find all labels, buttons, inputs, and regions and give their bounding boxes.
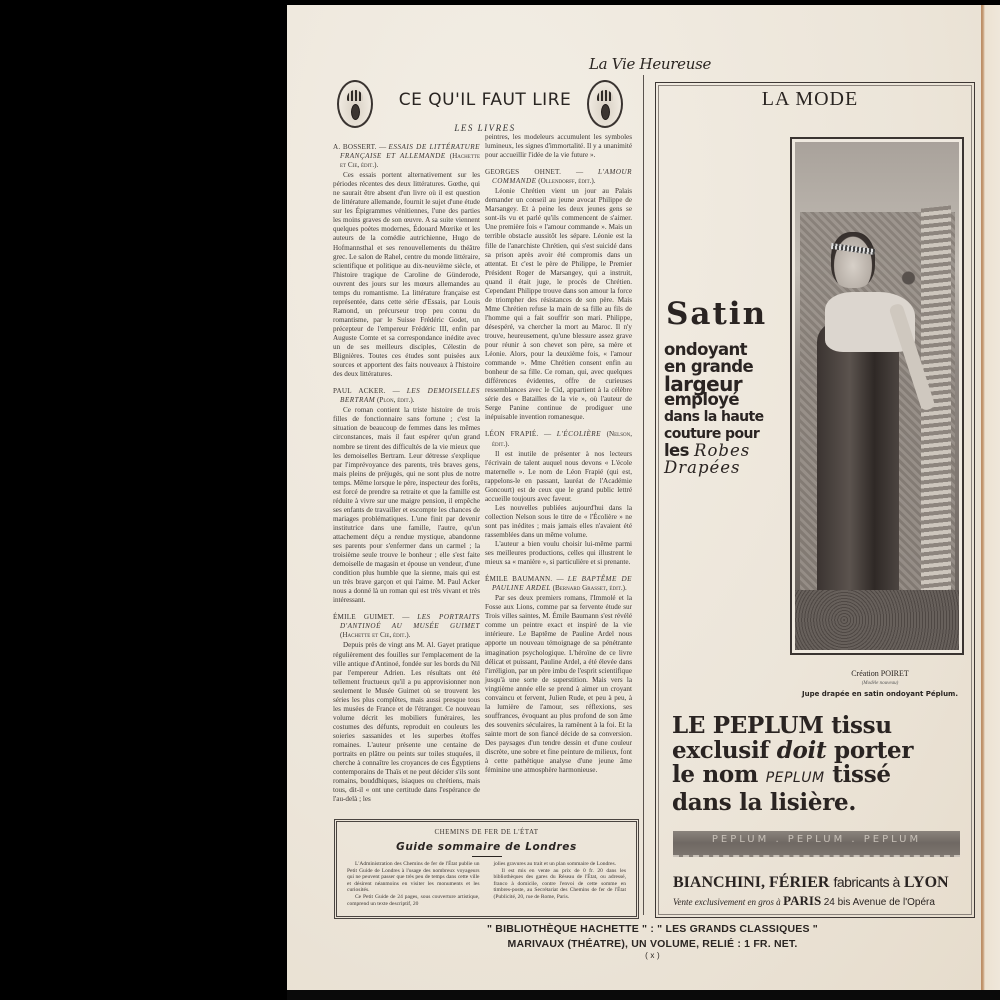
guide-columns: [347, 861, 626, 907]
review-entry: [333, 143, 480, 379]
peplum-word: doit: [776, 736, 827, 764]
model-dress: [817, 322, 899, 612]
review-entry: [485, 575, 632, 775]
review-paragraph: Il est inutile de présenter à nos lecteurs l'écrivain de talent auquel nous devons « L'école maternelle ». Le nom de Léon Frapié (qui est, rappelons-le en passant, lauréat de l'Académie Goncourt) est de ceux que le grand public lettré accueille toujours avec faveur.: [485, 449, 632, 503]
dome-icon: [347, 90, 363, 101]
review-author: GEORGES OHNET.: [485, 168, 562, 177]
next-page-edge: [981, 5, 1000, 995]
ad-heading: LA MODE: [761, 88, 859, 110]
medal-icon: [601, 104, 610, 120]
peplum-line: dans la lisière.: [672, 788, 857, 816]
peplum-line: LE PEPLUM tissu: [672, 712, 892, 739]
review-paragraph: Depuis près de vingt ans M. Al. Gayet pratique régulièrement des fouilles sur l'emplacement de la ville antique d'Antinoé, fondée sur les bords du Nil par l'empereur Adrien. Les résultats ont été tellement fructueux qu'il a pu approvisionner non seulement le Musée Guimet où se trouvent les séries les plus complètes, mais aussi presque tous les musées de France et de l'étranger. Ce nouveau volume décrit les mobiliers funéraires, les costumes des défunts, reproduit en couleurs les soieries sassanides et les superbes étoffes romaines. L'auteur présente une centaine de portraits en plâtre ou peints sur toiles stuquées, il cherche à connaître les croyances de ces Égyptiens contemporains de Thaïs et ne peut décider s'ils sont romains, bouddhiques, isiaques ou chrétiens, mais tous, dit-il « ont une certitude dans l'espérance de l'au-delà ; les: [333, 641, 480, 804]
review-author: A. BOSSERT.: [333, 143, 377, 151]
review-paragraph: Par ses deux premiers romans, l'Immolé et la Fosse aux Lions, comme par sa fervente étude sur Trois villes saintes, M. Émile Baumann s'est révélé comme un peintre exact et inspiré de la vie intérieure. Le Baptême de Pauline Ardel nous apporte un nouveau témoignage de sa pénétrante imagination psychologique. L'héroïne de ce livre délicat et puissant, Pauline Ardel, a été élevée dans l'irréligion, par un père imbu de l'esprit scientifique jusqu'à une sorte de superstition. Mais vers la vingtième année elle se prend à aimer un croyant convaincu et fervent, Julien Rude, et peu à peu, à la lumière de l'amour, ses réflexions, ses souffrances, évoquant au plus profond de son âme des souvenirs séculaires, la ramènent à la foi. Et la sainte mort de son fiancé décide de sa conversion. Des paysages d'un tendre dessin et d'une couleur discrète, une sobre et fine peinture de milieux, font à cette pathétique analyse d'une jeune âme féminine une atmosphère harmonieuse.: [485, 594, 632, 775]
review-author: LÉON FRAPIÉ.: [485, 430, 539, 439]
guide-rule: [472, 856, 502, 857]
article-column-middle: [485, 133, 632, 775]
guide-kicker: CHEMINS DE FER DE L'ÉTAT: [434, 828, 539, 836]
satin-line: en grande: [664, 356, 754, 376]
peplum-word: exclusif: [672, 736, 769, 764]
footer-line: " BIBLIOTHÈQUE HACHETTE " : " LES GRANDS CLASSIQUES ": [487, 923, 818, 935]
review-paragraph: Les nouvelles publiées aujourd'hui dans la collection Nelson sous le titre de « l'Écolière » ne sont pas inédites ; mais jamais elles n'avaient été rassemblées dans un même volume.: [485, 503, 632, 539]
review-book-title: LES DEMOISELLES BERTRAM: [340, 387, 480, 405]
medal-icon: [351, 104, 360, 120]
peplum-word: tissé: [832, 761, 891, 788]
review-paragraph: Ce roman contient la triste histoire de trois filles de fonctionnaire sans fortune ; c'est la situation de beaucoup de femmes dans les mêmes circonstances, mais il faut espérer qu'un grand nombre se tirent des difficultés de la vie mieux que les demoiselles Bertram. Leur détresse s'explique par l'imprévoyance des parents, très braves gens, mais pleins de préjugés, qui ne sont plus de notre temps. Même lorsque le père, inspecteur des forêts, est forcé de prendre sa retraite et que la famille est réduite à vivre sur une maigre pension, il empêche ses enfants de travailler et escompte les chances de mariages problématiques. L'une finit par devenir institutrice dans une famille, l'autre, qu'un attachement déçu a rendue mystique, abandonne ses parents pour s'enfermer dans un carmel ; la troisième seule trouve le bonheur ; elle s'est faite demoiselle de magasin et épouse un vendeur, d'une condition plus humble que la sienne, mais qui est un très brave garçon et qui l'aime. M. Paul Acker nous a donné là un roman qui est très vivant et très intéressant.: [333, 406, 480, 605]
sales-address: 24 bis Avenue de l'Opéra: [823, 897, 935, 908]
emblem-icon: [337, 80, 373, 128]
guide-column-right: [494, 861, 627, 907]
article-column-left: [333, 143, 480, 804]
fashion-photo: [790, 137, 964, 655]
photo-caption-description: Jupe drapée en satin ondoyant Péplum.: [801, 690, 959, 698]
satin-line: employé: [664, 390, 739, 410]
review-publisher: (Bernard Grasset, édit.).: [552, 584, 627, 593]
bottom-shadow: [287, 990, 1000, 1000]
review-book-title: L'AMOUR COMMANDE: [492, 168, 632, 186]
review-continuation: [485, 133, 632, 160]
satin-line: largeur: [664, 371, 742, 396]
guide-paragraph: jolies gravures au trait et un plan sommaire de Londres.: [493, 861, 616, 867]
review-paragraph: L'auteur a bien voulu choisir lui-même parmi ses meilleures productions, celles qui illustrent le mieux sa « manière », si particulière et si prenante.: [485, 540, 632, 567]
review-publisher: (Plon, édit.).: [377, 396, 415, 405]
maker-city: LYON: [903, 874, 949, 891]
column-divider: [643, 75, 644, 915]
guide-title: Guide sommaire de Londres: [396, 841, 577, 853]
maker-line: [673, 874, 963, 892]
guide-box: [334, 819, 639, 919]
satin-copy: [664, 342, 789, 476]
photo-caption-note: (Modèle nouveau): [861, 681, 899, 686]
review-book-title: LE BAPTÊME DE PAULINE ARDEL: [492, 575, 632, 593]
review-book-title: ESSAIS DE LITTÉRATURE FRANÇAISE ET ALLEMANDE: [340, 143, 480, 161]
satin-line: dans la haute: [664, 409, 764, 426]
review-heading: GEORGES OHNET. — L'AMOUR COMMANDE (Ollendorff, édit.).: [485, 168, 632, 186]
model-head: [831, 232, 875, 288]
peplum-copy: [672, 714, 972, 815]
guide-paragraph: Il est mis en vente au prix de 0 fr. 20 dans les bibliothèques des gares du Réseau de l'État, ou adressé, franco à domicile, contre l'envoi de cette somme en timbres-poste, au Secrétariat des Chemins de fer de l'État (Publicité, 20, rue de Rome, Paris.: [493, 867, 626, 900]
review-heading: LÉON FRAPIÉ. — L'ÉCOLIÈRE (Nelson, édit.).: [485, 430, 632, 448]
review-paragraph: Léonie Chrétien vient un jour au Palais demander un conseil au jeune avocat Philippe de Marsangey. Et à peine les deux jeunes gens se sont-ils vu et parlé qu'ils commencent de s'aimer. Une première fois « l'amour commande ». Mais un terrible obstacle aussitôt les sépare. Léonie est la fille de l'anarchiste Chrétien, qui s'est suicidé dans sa prison après avoir été compromis dans un attentat. Et c'est le père de Philippe, le Premier Président Roger de Marsangey, qui a instruit, quand il était juge, le procès de Chrétien. Cependant Philippe trouve dans son amour la force de triompher des résistances de son père. Mais Mme Chrétien refuse la main de sa fille au fils de l'homme qui a fait souffrir son mari. Philippe, désespéré, va chercher la mort au Maroc. Il n'y trouve, heureusement, qu'une blessure assez grave pour réunir à son chevet son père, sa mère et Léonie. Alors, pour la deuxième fois, « l'amour commande ». Mme Chrétien consent enfin au bonheur de sa fille. Ce roman, qui, avec quelques différences évidentes, offre de curieuses ressemblances avec le Cid, appartient à la célèbre série des « Batailles de la vie », où l'auteur de Serge Panine continue de prodiguer une inépuisable invention romanesque.: [485, 187, 632, 422]
satin-script: Drapées: [664, 457, 741, 477]
satin-script-prefix: les: [664, 440, 689, 460]
review-paragraph: Ces essais portent alternativement sur les périodes récentes des deux littératures. Gœthe, qui ne saurait être absent d'un livre où il est question de littérature allemande, fournit le sujet d'une étude sur les Épigrammes vénitiennes, l'une des parties les moins graves de son œuvre. A sa suite viennent quelques poètes modernes, Édouard Mœrike et les auteurs de la comédie autrichienne, Hugo de Hofmannsthal et ses renouvellements du théâtre grec. Le salon de Rahel, centre du monde littéraire, scientifique et politique au dix-neuvième siècle, et l'histoire tragique de Caroline de Günderode, ouvrent des jours sur les mœurs allemandes au temps du romantisme. La littérature française est représentée, dans cette série d'Essais, par Louis Ramond, un précurseur trop peu connu du romantisme, par le Suisse Frédéric Godet, un précepteur de l'empereur Frédéric III, enfin par Auguste Comte et sa correspondance inédite avec un de ses meilleurs disciples, Célestin de Blignières. Toutes ces études sont puisées aux sources et apportent des faits nouveaux à l'histoire des deux littératures.: [333, 171, 480, 379]
satin-script: Robes: [694, 440, 751, 460]
photo-caption-credit: Création POIRET: [851, 669, 909, 678]
maker-tail: fabricants à: [833, 874, 900, 890]
peplum-word: porter: [834, 736, 914, 764]
sales-prefix: Vente exclusivement en gros à: [673, 897, 781, 907]
review-publisher: (Hachette et Cie, édit.).: [340, 152, 480, 170]
satin-line: couture pour: [664, 425, 760, 442]
guide-paragraph: L'Administration des Chemins de fer de l'État publie un Petit Guide de Londres à l'usage des nombreux voyageurs qui ne peuvent passer que très peu de temps dans cette ville et désirent néanmoins en visiter les monuments et les curiosités.: [347, 861, 480, 894]
review-entry: [333, 387, 480, 605]
photo-image: [795, 142, 959, 650]
review-entry: [485, 430, 632, 567]
review-author: PAUL ACKER.: [333, 387, 386, 396]
footer-line: MARIVAUX (THÉATRE), UN VOLUME, RELIÉ : 1 FR. NET.: [507, 938, 798, 950]
guide-paragraph: Ce Petit Guide de 24 pages, sous couverture artistique, comprend un texte descriptif, 20: [347, 893, 480, 907]
emblem-icon: [587, 80, 623, 128]
peplum-line: [672, 736, 972, 764]
selvage-sample: PEPLUM . PEPLUM . PEPLUM: [673, 831, 960, 857]
review-publisher: (Nelson, édit.).: [492, 430, 632, 448]
review-heading: PAUL ACKER. — LES DEMOISELLES BERTRAM (Plon, édit.).: [333, 387, 480, 405]
satin-title: Satin: [666, 296, 768, 332]
guide-column-left: [347, 861, 480, 907]
peplum-word: PEPLUM: [765, 770, 825, 786]
peplum-line: [672, 763, 972, 791]
review-book-title: LES PORTRAITS D'ANTINOÉ AU MUSÉE GUIMET: [340, 613, 480, 631]
review-publisher: (Hachette et Cie, édit.).: [340, 631, 411, 640]
section-subtitle: LES LIVRES: [454, 123, 516, 133]
review-publisher: (Ollendorff, édit.).: [538, 177, 596, 186]
section-title: CE QU'IL FAUT LIRE: [398, 90, 572, 110]
peplum-word: le nom: [672, 761, 758, 788]
masthead: La Vie Heureuse: [588, 55, 712, 73]
sales-line: [673, 893, 963, 909]
dome-icon: [597, 90, 613, 101]
review-entry: [333, 613, 480, 804]
review-author: ÉMILE GUIMET.: [333, 613, 395, 622]
review-heading: ÉMILE BAUMANN. — LE BAPTÊME DE PAULINE ARDEL (Bernard Grasset, édit.).: [485, 575, 632, 593]
review-author: ÉMILE BAUMANN.: [485, 575, 553, 584]
page-number: ( x ): [645, 951, 660, 960]
maker-name: BIANCHINI, FÉRIER: [673, 874, 830, 891]
review-book-title: L'ÉCOLIÈRE: [556, 430, 601, 439]
sales-city: PARIS: [783, 893, 822, 908]
review-heading: ÉMILE GUIMET. — LES PORTRAITS D'ANTINOÉ AU MUSÉE GUIMET (Hachette et Cie, édit.).: [333, 613, 480, 640]
review-heading: A. BOSSERT. — ESSAIS DE LITTÉRATURE FRANÇAISE ET ALLEMANDE (Hachette et Cie, édit.).: [333, 143, 480, 170]
photo-floor: [795, 590, 959, 650]
satin-line: ondoyant: [664, 340, 747, 359]
review-paragraph: peintres, les modeleurs accumulent les symboles lumineux, les signes d'immortalité. Il y a unanimité pour accueillir l'idée de la vie future ».: [485, 133, 632, 160]
review-entry: [485, 168, 632, 422]
